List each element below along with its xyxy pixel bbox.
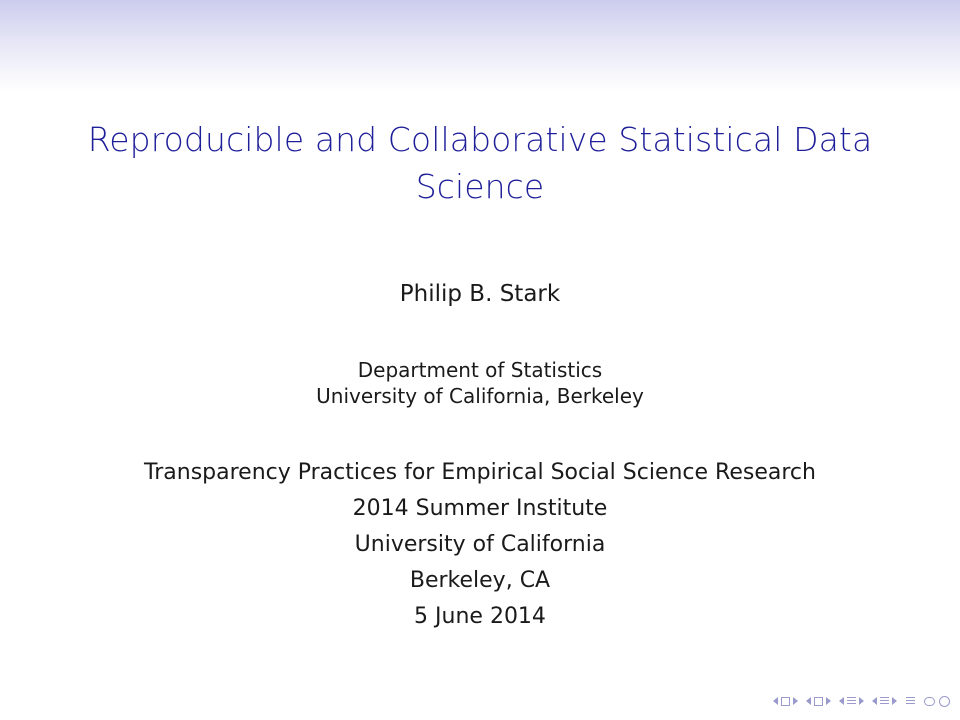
nav-subsection-group <box>806 697 831 706</box>
event-host: University of California <box>354 532 606 557</box>
prev-subsection-icon[interactable] <box>806 697 811 705</box>
nav-frame-group <box>773 697 798 706</box>
frame-icon[interactable] <box>781 697 790 706</box>
title-line-2: Science <box>415 167 545 206</box>
search-icon[interactable] <box>939 696 950 707</box>
prev-frame-icon[interactable] <box>773 697 778 705</box>
next-frame-icon[interactable] <box>793 697 798 705</box>
next-section-icon[interactable] <box>859 697 864 705</box>
event-location: Berkeley, CA <box>409 568 551 593</box>
next-subsection-icon[interactable] <box>826 697 831 705</box>
back-icon[interactable] <box>924 697 935 706</box>
next-slide-icon[interactable] <box>892 697 897 705</box>
nav-section-group <box>839 697 864 705</box>
nav-align-group <box>905 697 916 705</box>
title-line-1: Reproducible and Collaborative Statistical Data <box>87 120 873 159</box>
author-name: Philip B. Stark <box>399 281 561 307</box>
event-date: 5 June 2014 <box>414 604 546 629</box>
institute <box>0 357 960 409</box>
subsection-icon[interactable] <box>814 697 823 706</box>
institute-department: Department of Statistics <box>357 358 603 382</box>
align-icon[interactable] <box>906 697 915 705</box>
nav-slide-group <box>872 697 897 705</box>
institute-university: University of California, Berkeley <box>316 384 644 408</box>
prev-section-icon[interactable] <box>839 697 844 705</box>
prev-slide-icon[interactable] <box>872 697 877 705</box>
header-gradient <box>0 0 960 92</box>
nav-tools-group <box>924 696 950 707</box>
event-institute: 2014 Summer Institute <box>352 496 608 521</box>
event-info <box>0 455 960 635</box>
slide-title <box>60 116 900 210</box>
event-name: Transparency Practices for Empirical Social Science Research <box>144 460 816 485</box>
section-icon[interactable] <box>847 697 856 705</box>
beamer-navigation-bar <box>773 692 950 710</box>
slide-icon[interactable] <box>880 697 889 705</box>
